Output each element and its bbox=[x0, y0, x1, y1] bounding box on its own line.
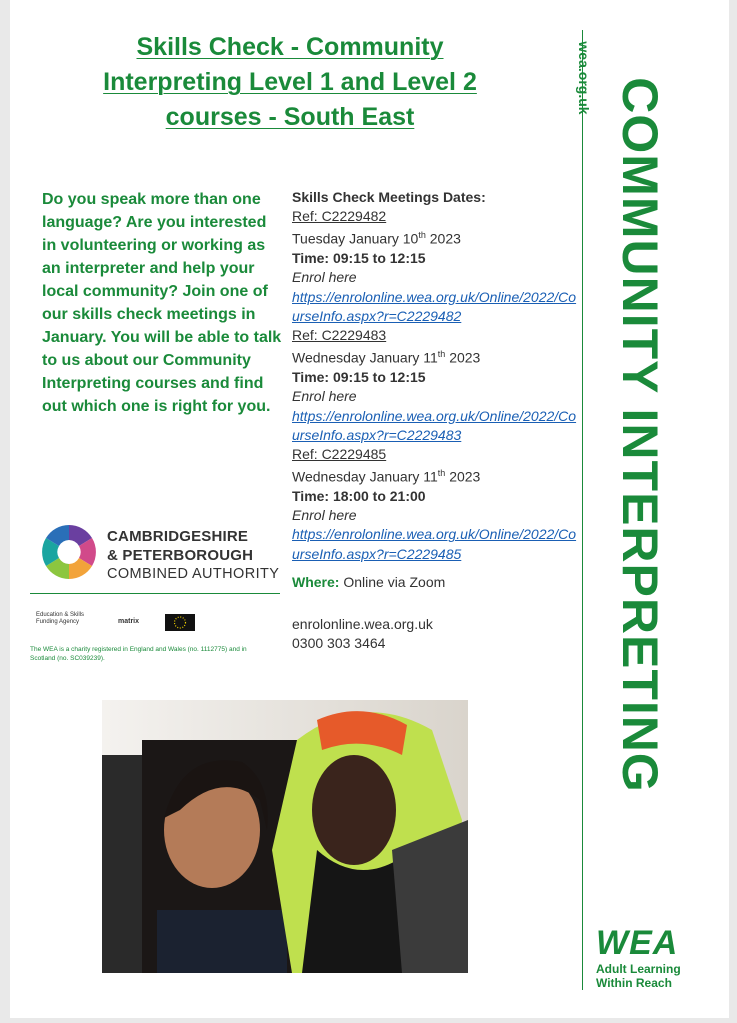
wea-tagline-1: Adult Learning bbox=[596, 962, 681, 976]
contact-phone: 0300 303 3464 bbox=[292, 635, 386, 651]
meeting-location bbox=[292, 574, 445, 590]
meeting-date: Wednesday January 11th 2023 bbox=[292, 349, 481, 366]
vertical-divider bbox=[582, 30, 583, 990]
banner-community-interpreting: COMMUNITY INTERPRETING bbox=[612, 77, 668, 793]
meetings-heading: Skills Check Meetings Dates: bbox=[292, 189, 486, 205]
meeting-item bbox=[292, 207, 582, 326]
charity-note: The WEA is a charity registered in England and Wales (no. 1112775) and in Scotland (no. SC039239). bbox=[30, 646, 247, 662]
meeting-item bbox=[292, 326, 582, 445]
photo-two-women bbox=[102, 700, 468, 973]
where-value: Online via Zoom bbox=[339, 574, 446, 590]
meeting-item bbox=[292, 445, 582, 564]
wea-tagline-2: Within Reach bbox=[596, 976, 672, 990]
title-line-3: courses - South East bbox=[165, 103, 415, 131]
where-label: Where: bbox=[292, 574, 340, 590]
meeting-time: Time: 18:00 to 21:00 bbox=[292, 488, 426, 505]
contact-info bbox=[292, 615, 433, 653]
cpca-line-2: & PETERBOROUGH bbox=[107, 547, 254, 564]
esfa-logo: Education & Skills Funding Agency bbox=[36, 612, 85, 625]
meeting-time: Time: 09:15 to 12:15 bbox=[292, 369, 426, 386]
contact-website[interactable]: enrolonline.wea.org.uk bbox=[292, 616, 433, 632]
enrol-label: Enrol here bbox=[292, 269, 357, 286]
poster bbox=[10, 0, 729, 1018]
meeting-dates bbox=[292, 188, 582, 564]
wea-logo-word: WEA bbox=[596, 924, 679, 962]
cpca-line-3: COMBINED AUTHORITY bbox=[107, 566, 280, 582]
meeting-date: Wednesday January 11th 2023 bbox=[292, 468, 481, 485]
meeting-date: Tuesday January 10th 2023 bbox=[292, 230, 461, 248]
cpca-logo bbox=[30, 513, 280, 593]
intro-text: Do you speak more than one language? Are you interested in volunteering or working as an interpreter and help your local community? Join one of our skills check meetings in January. You will be able to talk to us about our Community Interpreting courses and find out which one is right for you. bbox=[42, 191, 282, 415]
enrol-label: Enrol here bbox=[292, 388, 357, 405]
meeting-time: Time: 09:15 to 12:15 bbox=[292, 250, 426, 267]
enrol-link[interactable]: https://enrolonline.wea.org.uk/Online/2022/CourseInfo.aspx?r=C2229485 bbox=[292, 526, 577, 562]
cpca-swirl-icon bbox=[38, 521, 100, 583]
divider bbox=[30, 593, 280, 594]
meeting-ref: Ref: C2229483 bbox=[292, 327, 387, 344]
funder-logos bbox=[34, 612, 214, 636]
meeting-ref: Ref: C2229485 bbox=[292, 445, 387, 462]
meeting-ref: Ref: C2229482 bbox=[292, 208, 387, 225]
page-title bbox=[40, 30, 540, 135]
eu-flag-icon bbox=[165, 614, 195, 631]
enrol-link[interactable]: https://enrolonline.wea.org.uk/Online/2022/CourseInfo.aspx?r=C2229483 bbox=[292, 407, 577, 443]
wea-logo bbox=[596, 924, 706, 990]
enrol-label: Enrol here bbox=[292, 507, 357, 524]
wea-website[interactable]: wea.org.uk bbox=[576, 41, 592, 115]
cpca-line-1: CAMBRIDGESHIRE bbox=[107, 528, 249, 545]
enrol-link[interactable]: https://enrolonline.wea.org.uk/Online/2022/CourseInfo.aspx?r=C2229482 bbox=[292, 288, 577, 324]
title-line-1: Skills Check - Community bbox=[136, 33, 444, 61]
matrix-logo: matrix bbox=[118, 618, 140, 625]
title-line-2: Interpreting Level 1 and Level 2 bbox=[103, 68, 477, 96]
